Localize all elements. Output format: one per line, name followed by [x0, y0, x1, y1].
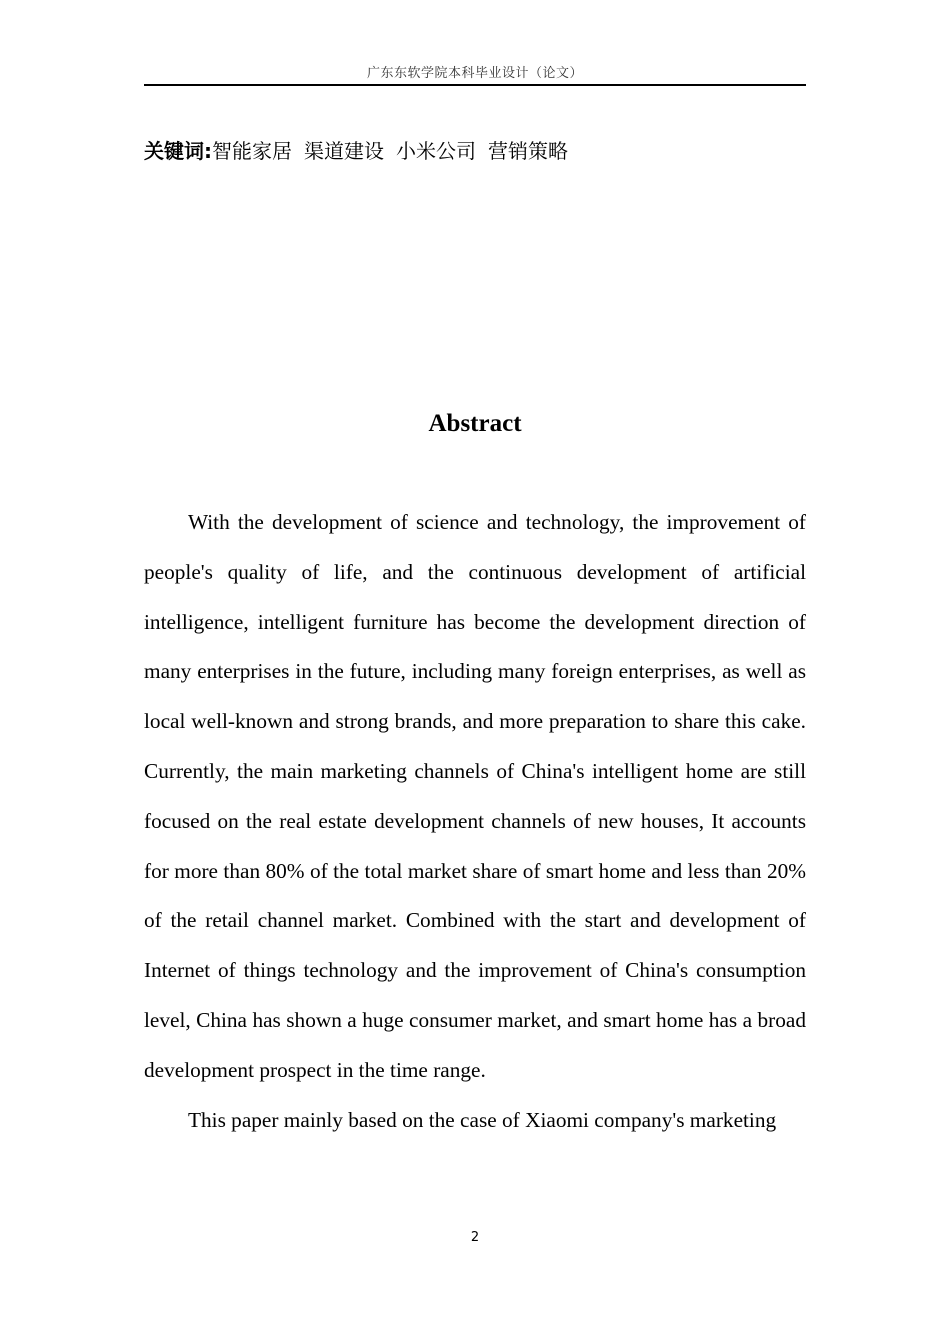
page-number: 2	[470, 1230, 480, 1245]
abstract-paragraph: This paper mainly based on the case of Xiaomi company's marketing	[188, 1107, 777, 1132]
abstract-paragraph: With the development of science and technology, the improvement of people's quality of life, and the continuous development of artificial intelligence, intelligent furniture has become the development direction of many enterprises in the future, including many foreign enterprises, as well as local well-known and strong brands, and more preparation to share this cake. Currently, the main marketing channels of China's intelligent home are still focused on the real estate development channels of new houses, It accounts for more than 80% of the total market share of smart home and less than 20% of the retail channel market. Combined with the start and development of Internet of things technology and the improvement of China's consumption level, China has shown a huge consumer market, and smart home has a broad development prospect in the time range.	[144, 510, 806, 1082]
keywords-label: 关键词:	[144, 139, 212, 163]
keyword-term: 智能家居	[212, 139, 292, 163]
header-rule	[144, 84, 806, 86]
abstract-title: Abstract	[428, 410, 522, 437]
keywords-line	[144, 136, 580, 166]
keyword-term: 营销策略	[488, 139, 568, 163]
abstract-body	[144, 498, 806, 1145]
keyword-term: 渠道建设	[304, 139, 384, 163]
keyword-term: 小米公司	[396, 139, 476, 163]
running-header: 广东东软学院本科毕业设计（论文）	[366, 66, 583, 81]
